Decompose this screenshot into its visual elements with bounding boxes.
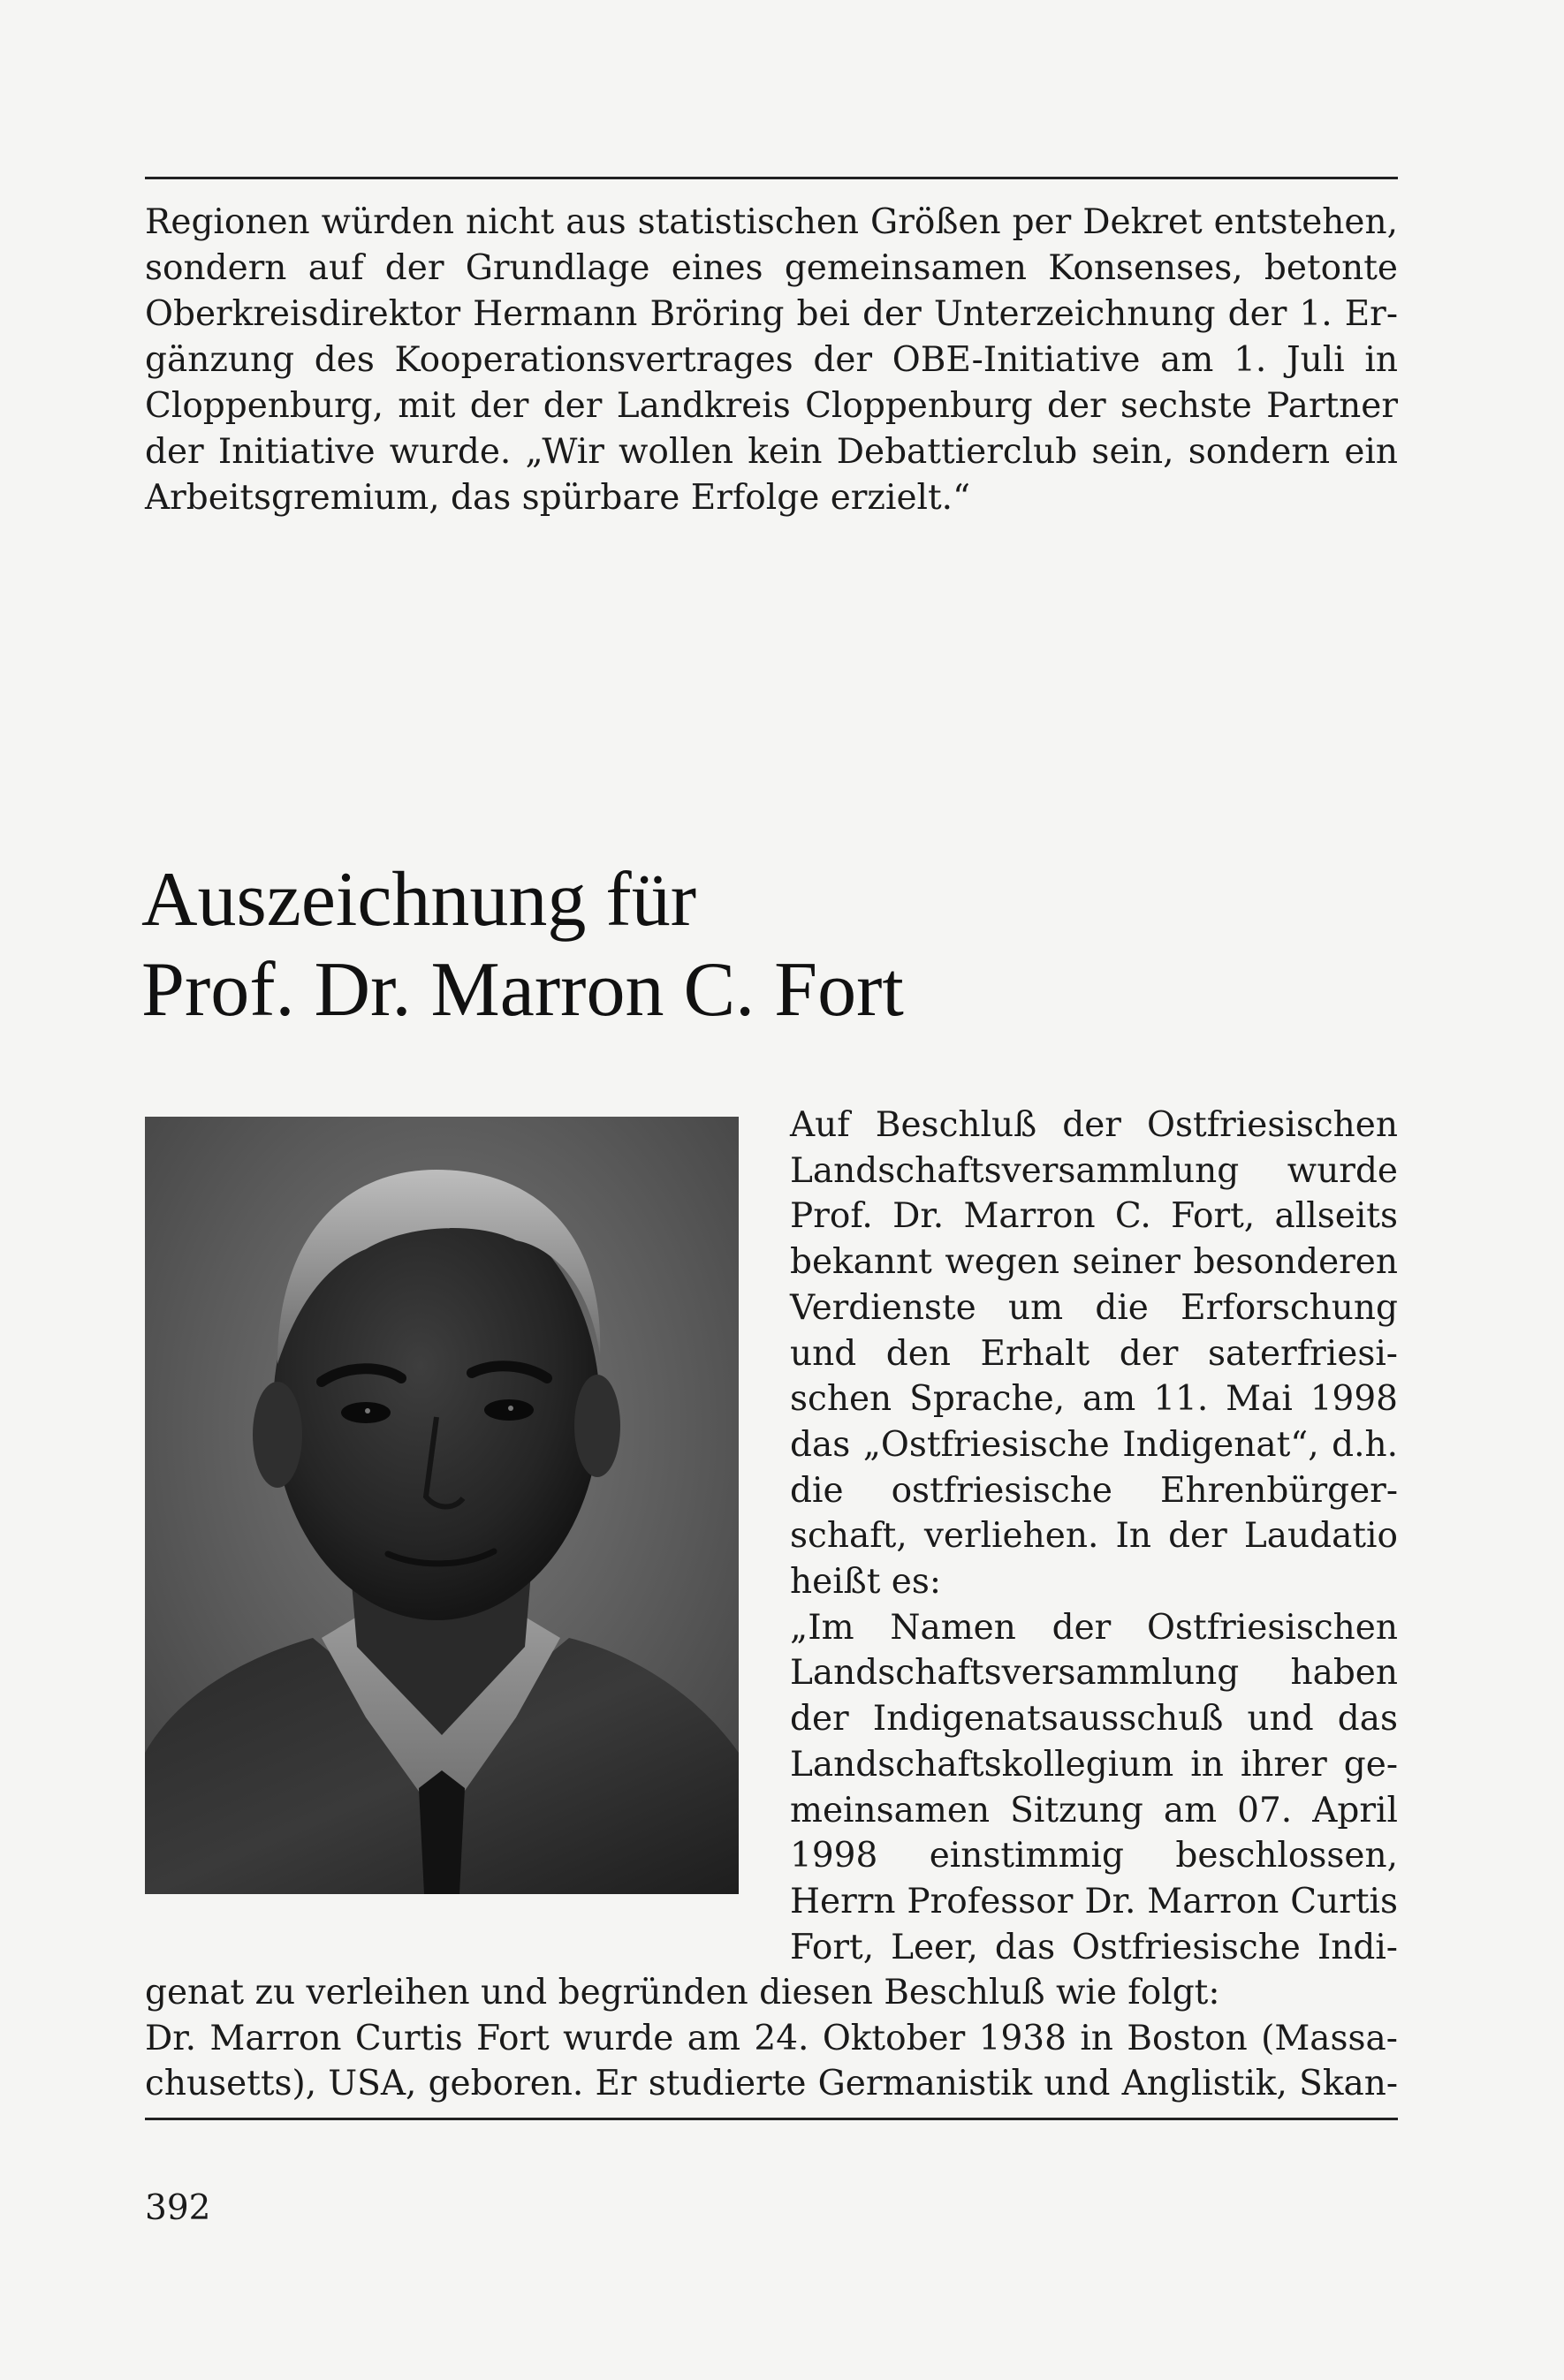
bottom-rule bbox=[145, 2118, 1398, 2120]
side-line: der Indigenatsausschuß und das bbox=[790, 1699, 1398, 1740]
intro-line: der Initiative wurde. „Wir wollen kein Debattierclub sein, sondern ein bbox=[145, 432, 1398, 472]
intro-line: Regionen würden nicht aus statistischen Größen per Dekret entstehen, bbox=[145, 202, 1398, 242]
side-line: 1998 einstimmig beschlossen, bbox=[790, 1836, 1398, 1876]
intro-paragraph bbox=[145, 200, 1398, 521]
side-line: bekannt wegen seiner besonderen bbox=[790, 1242, 1398, 1283]
side-line: Landschaftsversammlung haben bbox=[790, 1653, 1398, 1694]
side-line: Herrn Professor Dr. Marron Curtis bbox=[790, 1881, 1398, 1921]
heading-line-1: Auszeichnung für bbox=[141, 857, 697, 943]
intro-line: gänzung des Kooperationsvertrages der OBE-Initiative am 1. Juli in bbox=[145, 340, 1398, 380]
portrait-image bbox=[145, 1117, 739, 1894]
side-line: Fort, Leer, das Ostfriesische Indi- bbox=[790, 1927, 1398, 1967]
intro-line: Cloppenburg, mit der der Landkreis Cloppenburg der sechste Partner bbox=[145, 386, 1398, 426]
intro-line: sondern auf der Grundlage eines gemeinsamen Konsenses, betonte bbox=[145, 248, 1398, 288]
continuation-paragraph bbox=[145, 1970, 1398, 2107]
side-line: Landschaftskollegium in ihrer ge- bbox=[790, 1744, 1398, 1785]
side-line: Verdienste um die Erforschung bbox=[790, 1287, 1398, 1328]
side-line: meinsamen Sitzung am 07. April bbox=[790, 1790, 1398, 1830]
portrait-photo bbox=[145, 1117, 739, 1894]
side-line: das „Ostfriesische Indigenat“, d.h. bbox=[790, 1424, 1398, 1465]
intro-line: Arbeitsgremium, das spürbare Erfolge erzielt.“ bbox=[145, 478, 971, 518]
intro-line: Oberkreisdirektor Hermann Bröring bei der Unterzeichnung der 1. Er- bbox=[145, 294, 1398, 334]
side-line: und den Erhalt der saterfriesi- bbox=[790, 1333, 1398, 1374]
side-line: schaft, verliehen. In der Laudatio bbox=[790, 1516, 1398, 1557]
side-line: Landschaftsversammlung wurde bbox=[790, 1150, 1398, 1191]
top-rule bbox=[145, 177, 1398, 179]
continuation-line: Dr. Marron Curtis Fort wurde am 24. Oktober 1938 in Boston (Massa- bbox=[145, 2018, 1398, 2058]
side-line: Prof. Dr. Marron C. Fort, allseits bbox=[790, 1196, 1398, 1237]
heading-line-2: Prof. Dr. Marron C. Fort bbox=[141, 947, 904, 1033]
side-line: heißt es: bbox=[790, 1562, 942, 1603]
page-number: 392 bbox=[145, 2188, 211, 2228]
continuation-line: chusetts), USA, geboren. Er studierte Germanistik und Anglistik, Skan- bbox=[145, 2064, 1398, 2104]
side-line: die ostfriesische Ehrenbürger- bbox=[790, 1470, 1398, 1511]
side-paragraph bbox=[790, 1103, 1398, 1970]
side-line: schen Sprache, am 11. Mai 1998 bbox=[790, 1379, 1398, 1420]
side-line: „Im Namen der Ostfriesischen bbox=[790, 1607, 1398, 1648]
side-line: Auf Beschluß der Ostfriesischen bbox=[790, 1105, 1398, 1145]
section-heading bbox=[141, 855, 904, 1035]
continuation-line: genat zu verleihen und begründen diesen Beschluß wie folgt: bbox=[145, 1973, 1220, 2012]
